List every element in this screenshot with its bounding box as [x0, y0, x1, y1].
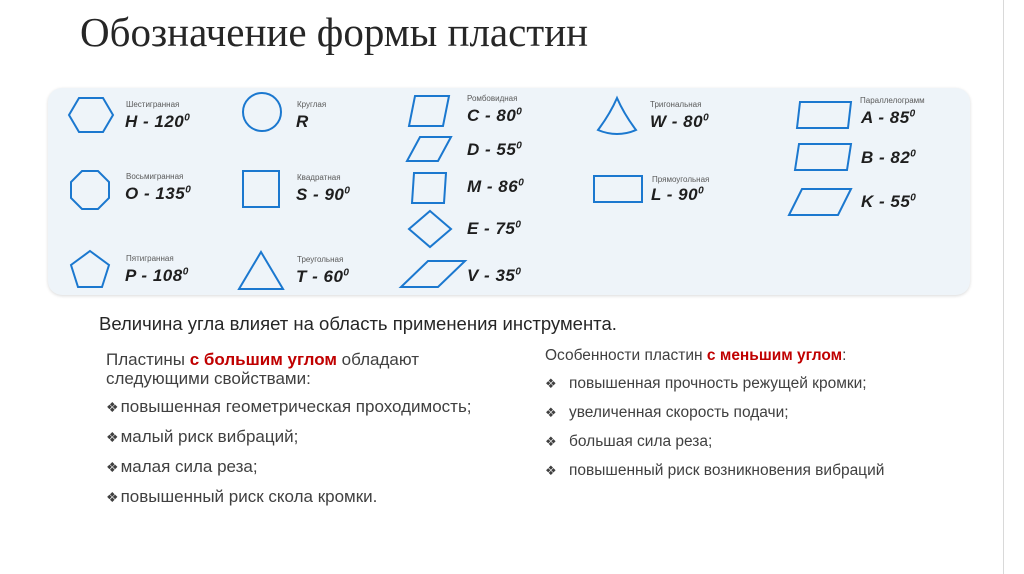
- parallelogram-55-icon: [788, 188, 852, 216]
- shape-code: M - $86^0$: [467, 177, 525, 196]
- shape-code: T - $60^0$: [296, 267, 350, 286]
- shape-code: L - $90^0$: [651, 185, 705, 204]
- shape-label: Параллелограмм: [860, 96, 925, 105]
- shape-code: O - $135^0$: [125, 184, 192, 203]
- shape-code: A - $85^0$: [861, 108, 916, 127]
- trigon-icon: [596, 96, 638, 136]
- page-title: Обозначение формы пластин: [80, 9, 589, 55]
- rhombus-80-icon: [408, 94, 450, 128]
- subtitle: Величина угла влияет на область применения инструмента.: [99, 313, 617, 334]
- list-item: ❖ повышенная геометрическая проходимость;: [106, 397, 472, 416]
- pentagon-icon: [70, 250, 110, 288]
- small-angle-column: [545, 347, 995, 480]
- shape-label: Тригональная: [650, 100, 702, 109]
- rhombus-55-icon: [406, 136, 452, 162]
- parallelogram-85-icon: [796, 101, 852, 129]
- rhombus-86-icon: [411, 172, 447, 204]
- shape-code: S - $90^0$: [296, 185, 351, 204]
- shape-code: P - $108^0$: [125, 266, 189, 285]
- shape-code: V - $35^0$: [467, 266, 522, 285]
- shape-code: B - $82^0$: [861, 148, 917, 167]
- shape-label: Ромбовидная: [467, 94, 518, 103]
- insert-shapes-panel: [48, 88, 970, 295]
- shape-label: Прямоугольная: [652, 175, 710, 184]
- shape-code: C - $80^0$: [467, 106, 523, 125]
- circle-icon: [242, 92, 282, 132]
- shape-label: Квадратная: [297, 173, 341, 182]
- rhombus-35-icon: [400, 260, 466, 288]
- list-item: ❖ увеличенная скорость подачи;: [545, 404, 789, 421]
- shape-code: R: [296, 112, 309, 131]
- triangle-icon: [238, 251, 284, 291]
- shape-label: Шестигранная: [126, 100, 180, 109]
- shape-code: E - $75^0$: [467, 219, 522, 238]
- shape-label: Круглая: [297, 100, 327, 109]
- list-item: ❖ повышенный риск скола кромки.: [106, 487, 378, 506]
- shape-label: Восьмигранная: [126, 172, 184, 181]
- hexagon-icon: [68, 96, 114, 134]
- large-angle-column: [106, 350, 506, 507]
- list-item: ❖ повышенная прочность режущей кромки;: [545, 375, 867, 392]
- parallelogram-82-icon: [794, 143, 852, 171]
- list-item: ❖ малый риск вибраций;: [106, 427, 299, 446]
- list-item: ❖ повышенный риск возникновения вибраций: [545, 462, 885, 479]
- shape-label: Пятигранная: [126, 254, 174, 263]
- small-angle-intro: Особенности пластин с меньшим углом:: [545, 347, 847, 364]
- list-item: ❖ малая сила реза;: [106, 457, 258, 476]
- rhombus-75-icon: [408, 210, 452, 248]
- octagon-icon: [70, 170, 110, 210]
- shape-label: Треугольная: [297, 255, 344, 264]
- shape-code: D - $55^0$: [467, 140, 523, 159]
- shape-code: W - $80^0$: [650, 112, 710, 131]
- shape-code: H - $120^0$: [125, 112, 191, 131]
- rectangle-icon: [593, 175, 643, 203]
- list-item: ❖ большая сила реза;: [545, 433, 713, 450]
- large-angle-intro: Пластины с большим углом обладают следующими свойствами:: [106, 350, 420, 388]
- square-icon: [242, 170, 280, 208]
- divider-line: [1003, 0, 1004, 574]
- shape-code: K - $55^0$: [861, 192, 917, 211]
